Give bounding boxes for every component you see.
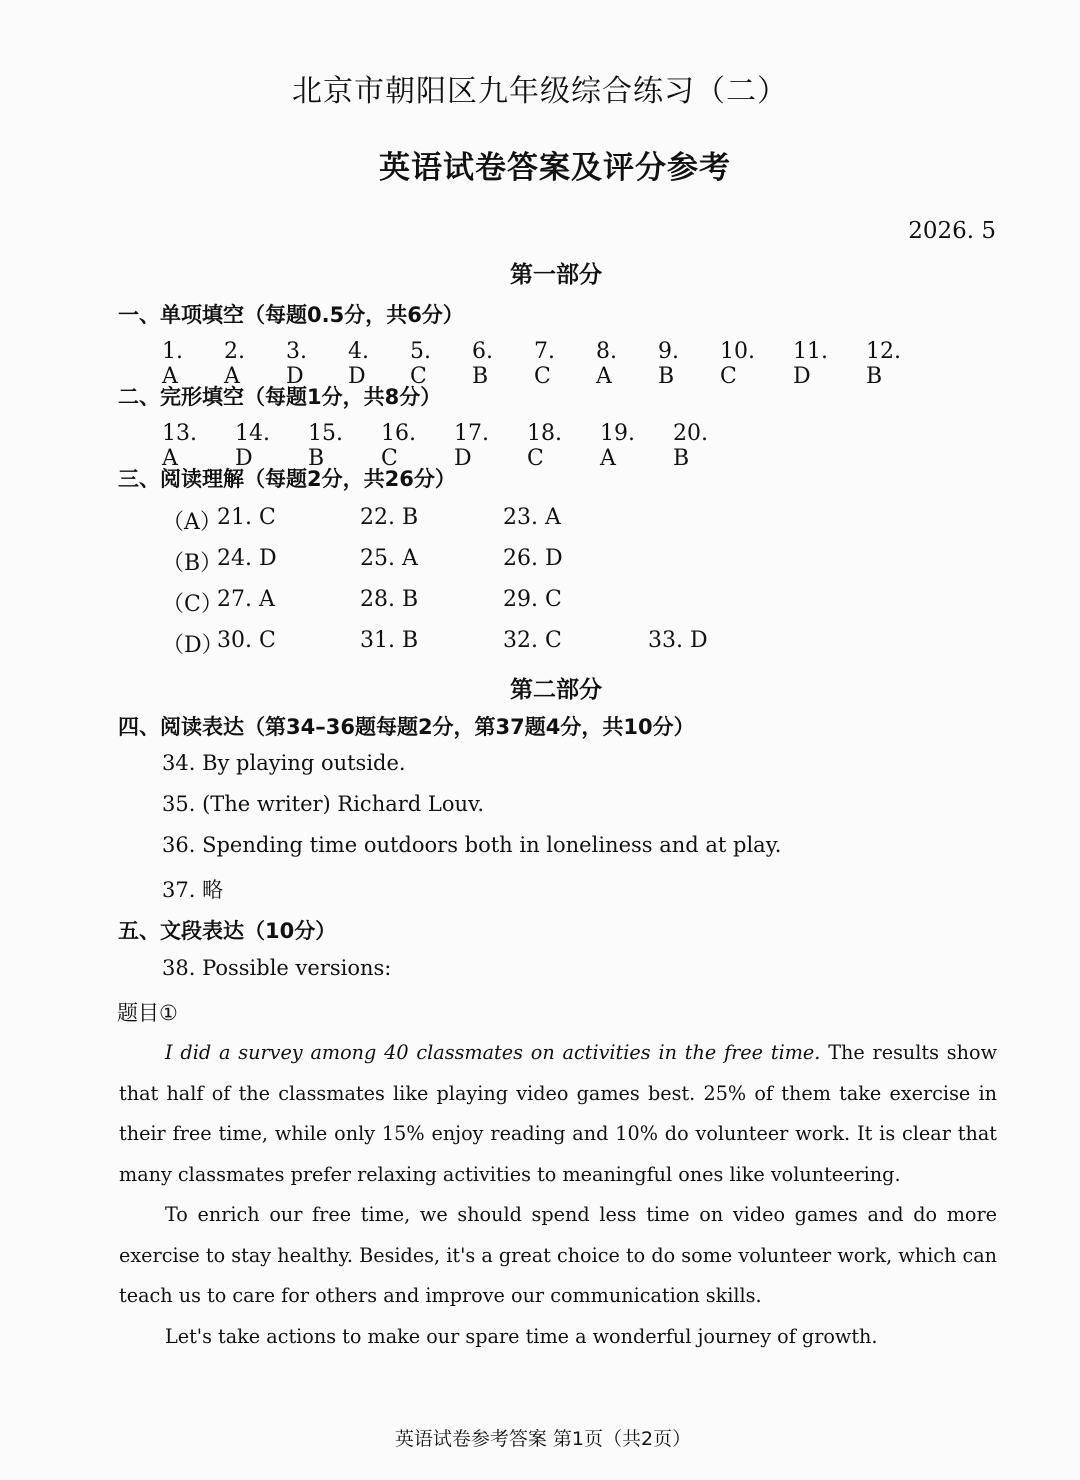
answer-item: 30. C (217, 628, 276, 653)
answer-item: 19. A (600, 421, 635, 471)
answer-item: 20. B (673, 421, 708, 471)
answer-item: 18. C (527, 421, 562, 471)
answer-item: 9. B (658, 339, 679, 389)
exam-title: 北京市朝阳区九年级综合练习（二） (292, 74, 788, 109)
essay-paragraph-2: To enrich our free time, we should spend less time on video games and do more exercise to stay healthy. Besides, it's a great choice to do some volunteer work, which can teach us to care for others and improve our communication skills. (119, 1203, 997, 1307)
answer-item: 1. A (162, 339, 183, 389)
topic-label: 题目① (117, 1001, 178, 1025)
answer-34: 34. By playing outside. (162, 751, 406, 775)
answer-item: 26. D (503, 546, 563, 571)
essay-paragraph-3: Let's take actions to make our spare time a wonderful journey of growth. (165, 1324, 878, 1348)
page-footer: 英语试卷参考答案 第1页（共2页） (394, 1428, 692, 1450)
section-four-heading: 四、阅读表达（第34–36题每题2分，第37题4分，共10分） (118, 715, 695, 739)
section-five-heading: 五、文段表达（10分） (118, 919, 337, 943)
answer-item: 27. A (217, 587, 275, 612)
answer-item: 14. D (235, 421, 270, 471)
answer-item: 17. D (454, 421, 489, 471)
essay-paragraph-1 (119, 1033, 997, 1195)
answer-38: 38. Possible versions: (162, 956, 392, 980)
answer-36: 36. Spending time outdoors both in loneliness and at play. (162, 833, 782, 857)
passage-label: （A） (162, 510, 222, 535)
answer-item: 16. C (381, 421, 416, 471)
passage-label: （C） (162, 592, 223, 617)
passage-label: （D） (162, 633, 224, 658)
section-three-heading: 三、阅读理解（每题2分，共26分） (118, 467, 456, 491)
reading-row-a (162, 505, 862, 533)
answer-item: 6. B (472, 339, 493, 389)
answer-item: 33. D (648, 628, 708, 653)
answer-item: 29. C (503, 587, 562, 612)
answer-item: 31. B (360, 628, 419, 653)
document-subtitle: 英语试卷答案及评分参考 (379, 150, 731, 186)
section-two-heading: 二、完形填空（每题1分，共8分） (118, 385, 442, 409)
reading-row-b (162, 546, 862, 574)
answer-item: 21. C (217, 505, 276, 530)
answer-35: 35. (The writer) Richard Louv. (162, 792, 485, 816)
essay-paragraph-1-body: The results show that half of the classmates like playing video games best. 25% of them take exercise in their free time, while only 15% enjoy reading and 10% do volunteer work. It is clear that many classmates prefer relaxing activities to meaningful ones like volunteering. (119, 1041, 997, 1186)
answer-item: 23. A (503, 505, 561, 530)
answer-item: 28. B (360, 587, 419, 612)
answer-item: 4. D (348, 339, 369, 389)
answer-item: 3. D (286, 339, 307, 389)
answer-item: 24. D (217, 546, 277, 571)
section-one-heading: 一、单项填空（每题0.5分，共6分） (118, 303, 464, 327)
answer-item: 12. B (866, 339, 901, 389)
essay-intro-sentence: I did a survey among 40 classmates on activities in the free time. (165, 1041, 821, 1064)
answer-item: 32. C (503, 628, 562, 653)
reading-row-c (162, 587, 862, 615)
model-essay (119, 1033, 997, 1357)
answer-item: 25. A (360, 546, 418, 571)
answer-item: 7. C (534, 339, 555, 389)
answer-item: 10. C (720, 339, 755, 389)
part-two-title: 第二部分 (510, 677, 602, 703)
answer-item: 15. B (308, 421, 343, 471)
answer-item: 22. B (360, 505, 419, 530)
passage-label: （B） (162, 551, 223, 576)
document-date: 2026. 5 (908, 218, 996, 244)
answer-item: 11. D (793, 339, 828, 389)
answer-item: 5. C (410, 339, 431, 389)
answer-item: 8. A (596, 339, 617, 389)
reading-row-d (162, 628, 862, 656)
answer-item: 2. A (224, 339, 245, 389)
answer-37: 37. 略 (162, 878, 224, 902)
answer-item: 13. A (162, 421, 197, 471)
part-one-title: 第一部分 (510, 262, 602, 288)
